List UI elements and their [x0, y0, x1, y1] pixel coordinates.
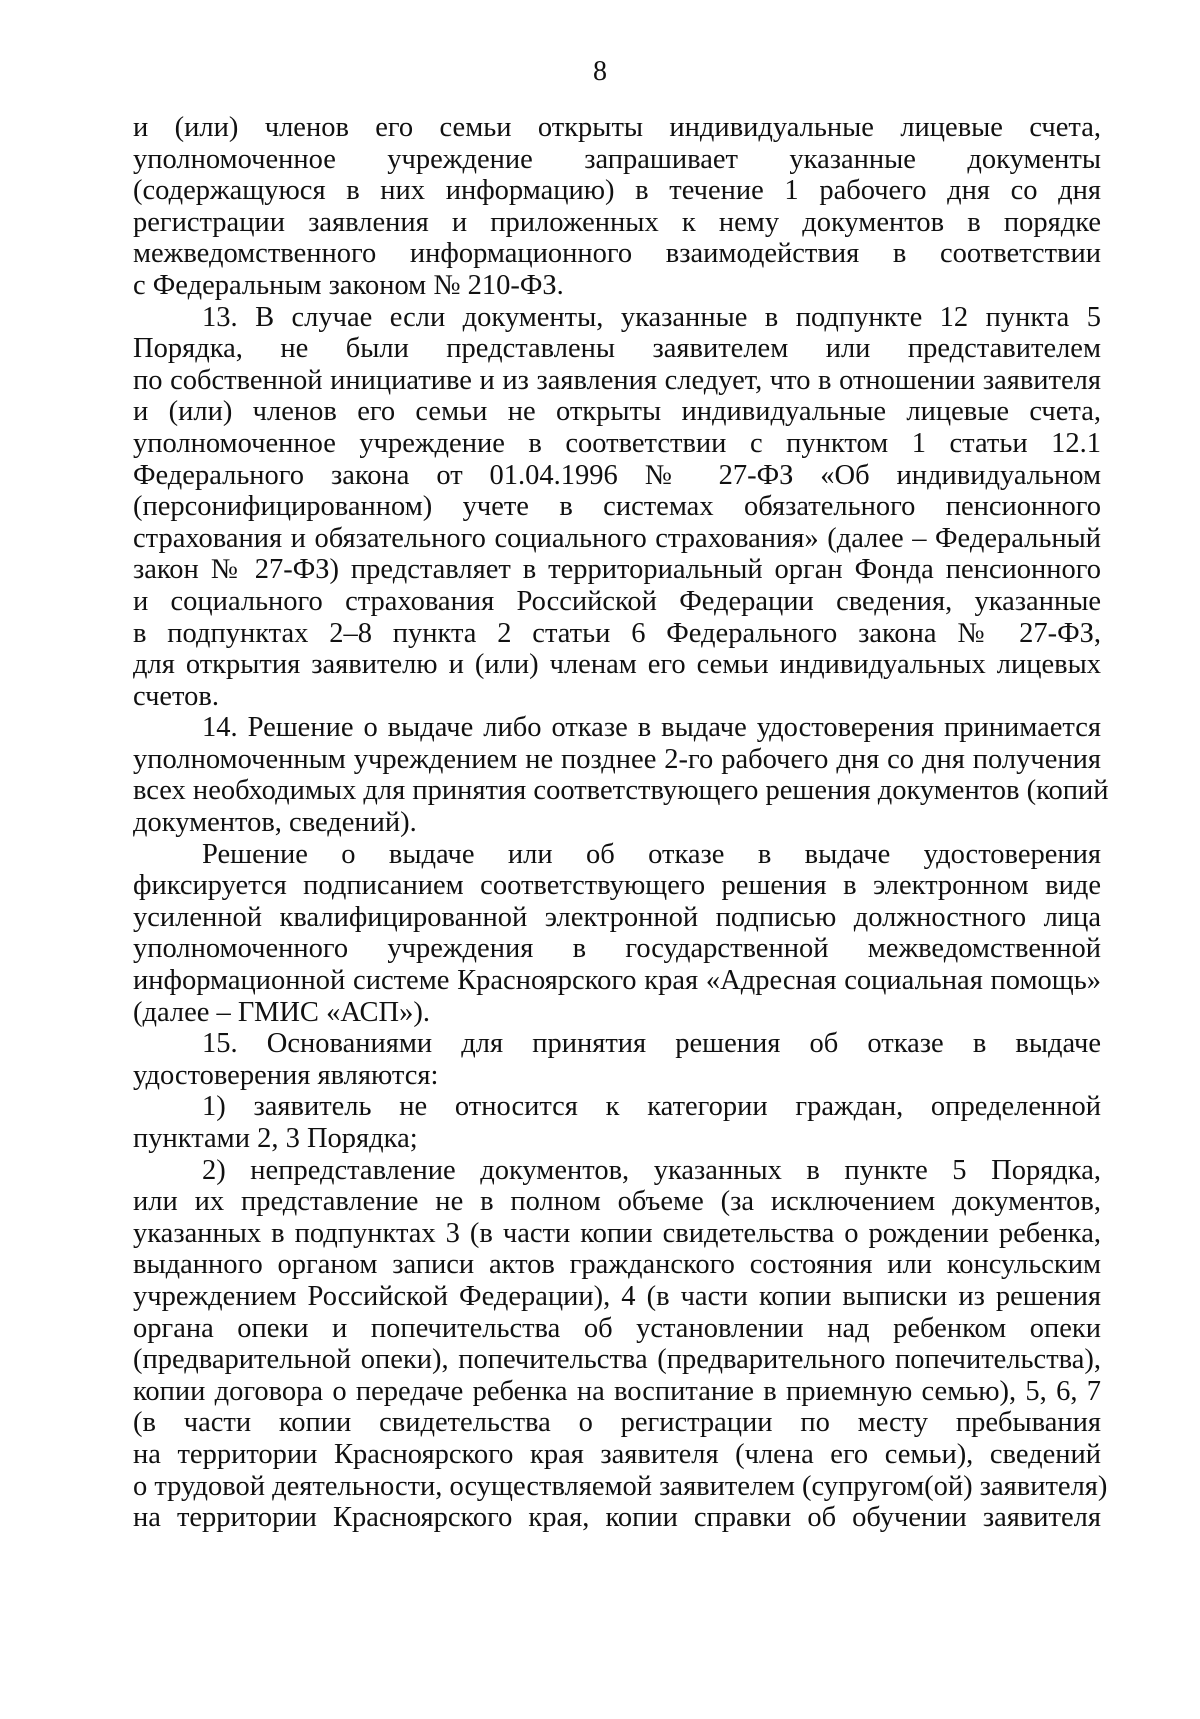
text-line: и (или) членов его семьи не открыты индивидуальные лицевые счета,: [133, 396, 1101, 428]
text-line: копии договора о передаче ребенка на воспитание в приемную семью), 5, 6, 7: [133, 1375, 1101, 1407]
text-line: Федерального закона от 01.04.1996 № 27-ФЗ «Об индивидуальном: [133, 459, 1101, 491]
text-line: всех необходимых для принятия соответствующего решения документов (копий: [133, 775, 1109, 807]
text-line: закон № 27-ФЗ) представляет в территориальный орган Фонда пенсионного: [133, 554, 1101, 586]
paragraph: [133, 712, 1109, 839]
text-line: 14. Решение о выдаче либо отказе в выдаче удостоверения принимается: [202, 712, 1101, 744]
text-line: усиленной квалифицированной электронной подписью должностного лица: [133, 901, 1101, 933]
text-line: на территории Красноярского края заявителя (члена его семьи), сведений: [133, 1438, 1101, 1470]
text-line: о трудовой деятельности, осуществляемой заявителем (супругом(ой) заявителя): [133, 1470, 1108, 1502]
text-line: указанных в подпунктах 3 (в части копии свидетельства о рождении ребенка,: [133, 1217, 1101, 1249]
text-line: счетов.: [133, 680, 219, 712]
text-line: (персонифицированном) учете в системах обязательного пенсионного: [133, 491, 1101, 523]
text-line: (предварительной опеки), попечительства (предварительного попечительства),: [133, 1344, 1101, 1376]
text-line: (содержащуюся в них информацию) в течение 1 рабочего дня со дня: [133, 175, 1101, 207]
text-line: учреждением Российской Федерации), 4 (в части копии выписки из решения: [133, 1280, 1101, 1312]
text-line: 15. Основаниями для принятия решения об отказе в выдаче: [202, 1028, 1101, 1060]
text-line: выданного органом записи актов гражданского состояния или консульским: [133, 1249, 1101, 1281]
text-line: документов, сведений).: [133, 807, 417, 839]
text-line: информационной системе Красноярского края «Адресная социальная помощь»: [133, 965, 1101, 997]
text-line: (в части копии свидетельства о регистрации по месту пребывания: [133, 1407, 1101, 1439]
text-line: или их представление не в полном объеме (за исключением документов,: [133, 1186, 1101, 1218]
text-line: уполномоченного учреждения в государственной межведомственной: [133, 933, 1101, 965]
text-line: (далее – ГМИС «АСП»).: [133, 996, 430, 1028]
paragraph: [133, 839, 1101, 1029]
text-line: с Федеральным законом № 210-ФЗ.: [133, 269, 564, 301]
paragraph: [133, 1091, 1101, 1154]
text-line: 1) заявитель не относится к категории граждан, определенной: [202, 1091, 1101, 1123]
text-line: фиксируется подписанием соответствующего решения в электронном виде: [133, 870, 1101, 902]
paragraph: [133, 1028, 1101, 1091]
text-line: Решение о выдаче или об отказе в выдаче удостоверения: [202, 838, 1101, 870]
text-line: и (или) членов его семьи открыты индивидуальные лицевые счета,: [133, 112, 1101, 143]
text-line: межведомственного информационного взаимодействия в соответствии: [133, 238, 1101, 270]
text-line: 2) непредставление документов, указанных в пункте 5 Порядка,: [202, 1154, 1101, 1186]
text-line: по собственной инициативе и из заявления следует, что в отношении заявителя: [133, 364, 1101, 396]
text-line: уполномоченным учреждением не позднее 2-го рабочего дня со дня получения: [133, 743, 1101, 775]
text-line: Порядка, не были представлены заявителем или представителем: [133, 333, 1101, 365]
paragraph: [133, 112, 1101, 302]
text-line: удостоверения являются:: [133, 1059, 439, 1091]
text-line: на территории Красноярского края, копии справки об обучении заявителя: [133, 1502, 1101, 1534]
text-line: уполномоченное учреждение запрашивает указанные документы: [133, 143, 1101, 175]
text-line: и социального страхования Российской Федерации сведения, указанные: [133, 585, 1101, 617]
text-line: уполномоченное учреждение в соответствии с пунктом 1 статьи 12.1: [133, 427, 1101, 459]
text-line: пунктами 2, 3 Порядка;: [133, 1123, 418, 1154]
text-line: страхования и обязательного социального страхования» (далее – Федеральный: [133, 522, 1101, 554]
text-line: регистрации заявления и приложенных к нему документов в порядке: [133, 206, 1101, 238]
text-line: органа опеки и попечительства об установлении над ребенком опеки: [133, 1312, 1101, 1344]
paragraph: [133, 302, 1101, 713]
page-number: 8: [593, 56, 607, 87]
text-line: для открытия заявителю и (или) членам его семьи индивидуальных лицевых: [133, 649, 1101, 681]
text-line: в подпунктах 2–8 пункта 2 статьи 6 Федерального закона № 27-ФЗ,: [133, 617, 1101, 649]
document-body: [133, 112, 1109, 1534]
text-line: 13. В случае если документы, указанные в подпункте 12 пункта 5: [202, 301, 1101, 333]
paragraph: [133, 1154, 1108, 1534]
